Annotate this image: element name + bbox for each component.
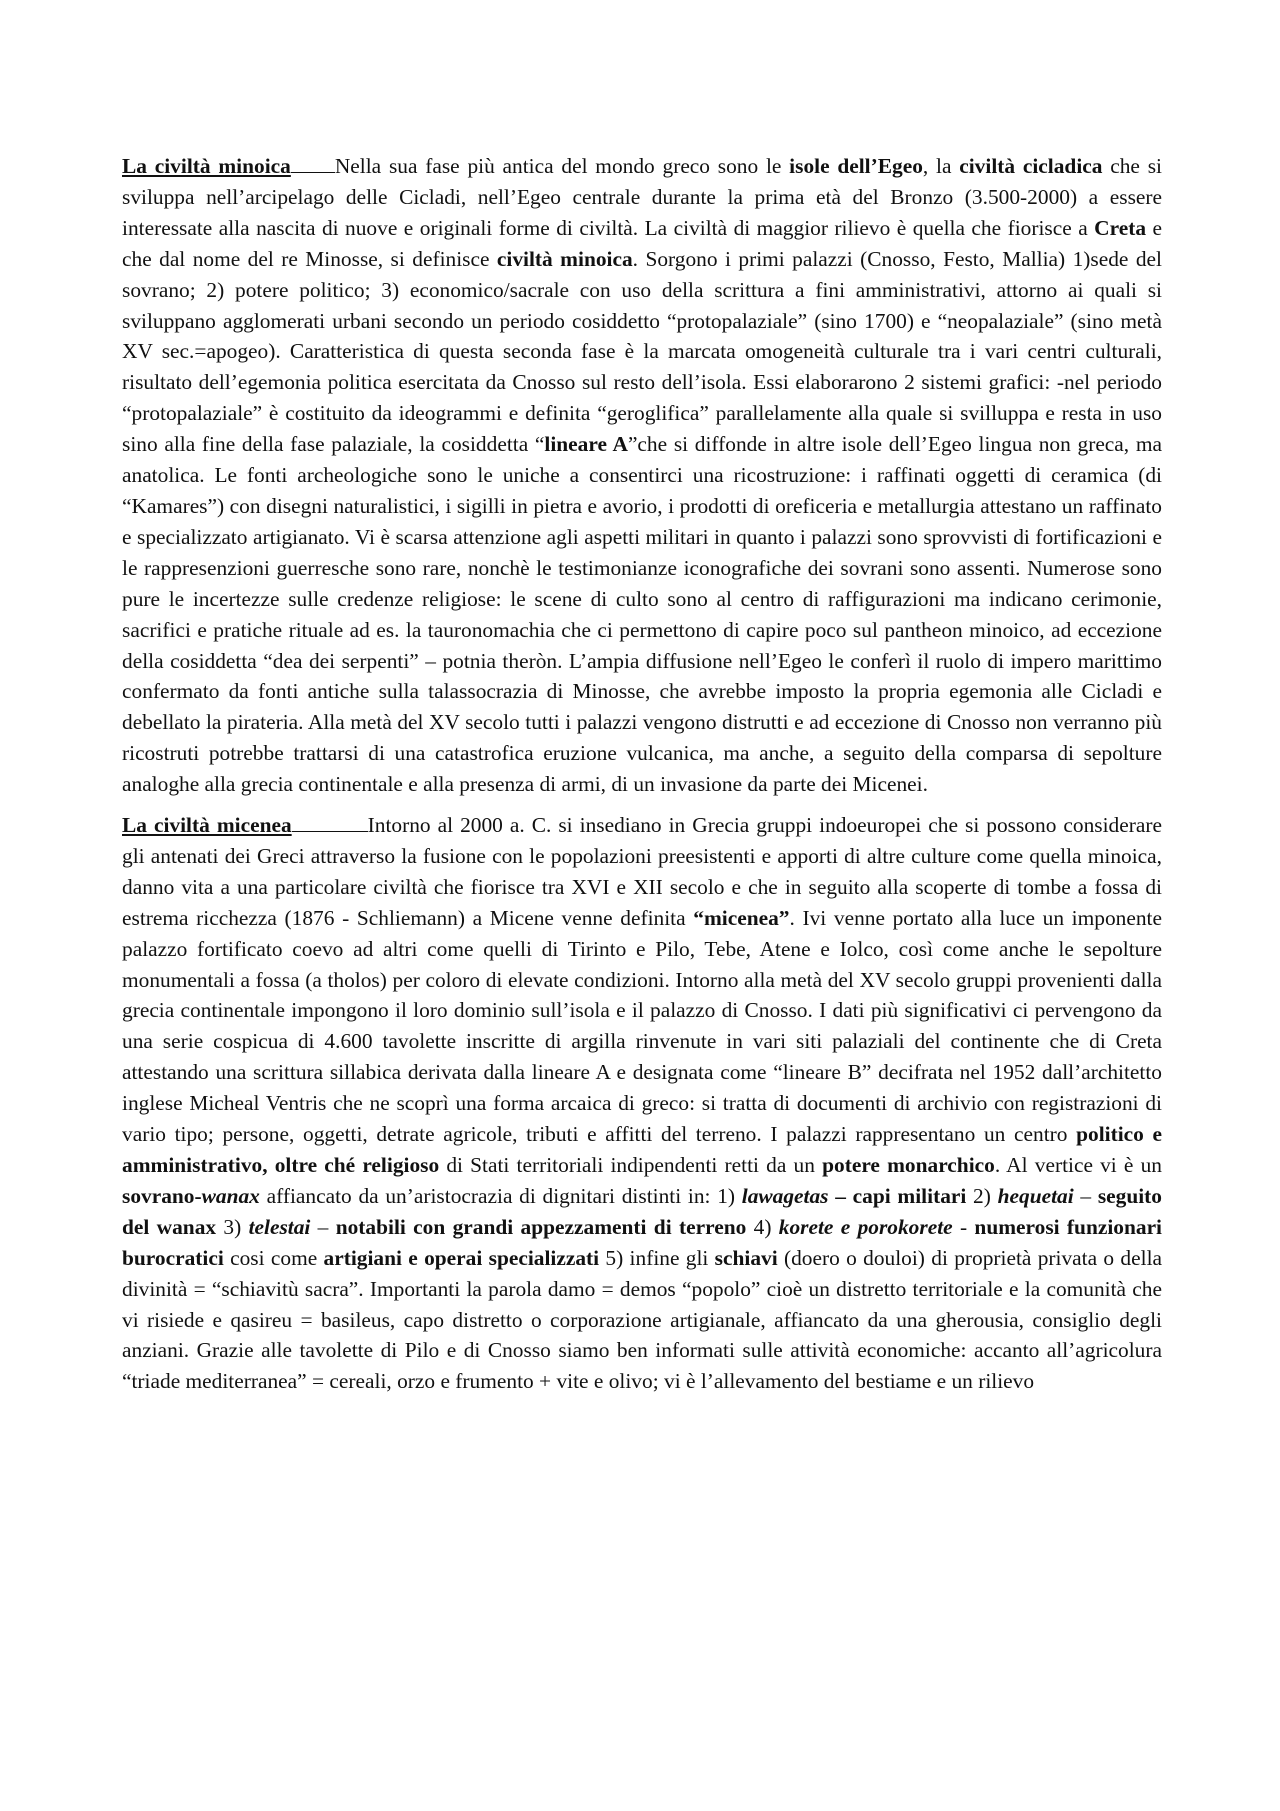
emphasized-text: schiavi xyxy=(714,1245,778,1270)
text-run: cosi come xyxy=(223,1245,324,1270)
text-run: 5) infine gli xyxy=(599,1245,715,1270)
text-run: – xyxy=(310,1214,336,1239)
text-run: 3) xyxy=(216,1214,249,1239)
section-title-micenea: La civiltà micenea xyxy=(122,813,292,838)
emphasized-text: lineare A xyxy=(544,432,628,457)
text-run: . Al vertice vi è un xyxy=(994,1153,1162,1177)
emphasized-text: lawagetas xyxy=(741,1183,829,1208)
emphasized-text: hequetai xyxy=(997,1183,1074,1208)
text-run: affiancato da un’aristocrazia di dignitari distinti in: 1) xyxy=(259,1183,742,1208)
emphasized-text: seguito del wanax xyxy=(122,1183,1163,1239)
emphasized-text: isole dell’Egeo xyxy=(789,154,923,178)
title-underline-rule xyxy=(291,154,335,173)
text-run: 2) xyxy=(966,1183,998,1208)
emphasized-text: Creta xyxy=(1094,215,1147,240)
emphasized-text: telestai xyxy=(248,1214,311,1239)
emphasized-text: notabili con grandi appezzamenti di terreno xyxy=(335,1214,747,1239)
section-title-minoica: La civiltà minoica xyxy=(122,154,291,178)
text-run: (doero o douloi) di proprietà privata o della divinità = “schiavitù sacra”. Importanti la parola damo = demos “popolo” cioè un distretto territoriale e la comunità che vi risiede e qasireu = basileus, capo distretto o corporazione artigianale, affiancato da una gherousia, consiglio degli anziani. Grazie alle tavolette di Pilo e di Cnosso siamo ben informati sulle attività economiche: accanto all’agricolura “triade mediterranea” = cereali, orzo e frumento + vite e olivo; vi è l’allevamento del bestiame e un rilievo xyxy=(122,1245,1163,1394)
emphasized-text: sovrano- xyxy=(122,1183,202,1208)
emphasized-text: politico e amministrativo, oltre ché religioso xyxy=(122,1122,1163,1177)
paragraph-body-minoica xyxy=(122,154,1162,796)
emphasized-text: “micenea” xyxy=(693,905,790,930)
text-run: - xyxy=(952,1214,975,1239)
paragraph-civilta-minoica xyxy=(122,151,1162,800)
emphasized-text: – capi militari xyxy=(828,1183,967,1208)
text-run: che si sviluppa nell’arcipelago delle Cicladi, nell’Egeo centrale durante la prima età del Bronzo (3.500-2000) a essere interessate alla nascita di nuove e originali forme di civiltà. La civiltà di maggior rilievo è quella che fiorisce a xyxy=(122,154,1162,240)
document-body xyxy=(122,151,1162,1407)
paragraph-body-micenea xyxy=(122,813,1162,1393)
text-run: . Sorgono i primi palazzi (Cnosso, Festo, Mallia) 1)sede del sovrano; 2) potere politico; 3) economico/sacrale con uso della scrittura a fini amministrativi, attorno ai quali si sviluppano agglomerati urbani secondo un periodo cosiddetto “protopalaziale” (sino 1700) e “neopalaziale” (sino metà XV sec.=apogeo). Caratteristica di questa seconda fase è la marcata omogeneità culturale tra i vari centri culturali, risultato dell’egemonia politica esercitata da Cnosso sul resto dell’isola. Essi elaborarono 2 sistemi grafici: -nel periodo “protopalaziale” è costituito da ideogrammi e definita “geroglifica” parallelamente alla quale si svilluppa e resta in uso sino alla fine della fase palaziale, la cosiddetta “ xyxy=(122,246,1162,457)
emphasized-text: civiltà minoica xyxy=(496,246,633,271)
text-run: ”che si diffonde in altre isole dell’Egeo lingua non greca, ma anatolica. Le fonti archeologiche sono le uniche a consentirci una ricostruzione: i raffinati oggetti di ceramica (di “Kamares”) con disegni naturalistici, i sigilli in pietra e avorio, i prodotti di oreficeria e metallurgia attestano un raffinato e specializzato artigianato. Vi è scarsa attenzione agli aspetti militari in quanto i palazzi sono sprovvisti di fortificazioni e le rappresenzioni guerresche sono rare, nonchè le testimonianze iconografiche dei sovrani sono assenti. Numerose sono pure le incertezze sulle credenze religiose: le scene di culto sono al centro di raffigurazioni ma indicano cerimonie, sacrifici e pratiche rituale ad es. la tauronomachia che ci permettono di capire poco sul pantheon minoico, ad eccezione della cosiddetta “dea dei serpenti” – potnia theròn. L’ampia diffusione nell’Egeo le conferì il ruolo di impero marittimo confermato da fonti antiche sulla talassocrazia di Minosse, che avrebbe imposto la propria egemonia alle Cicladi e debellato la pirateria. Alla metà del XV secolo tutti i palazzi vengono distrutti e ad eccezione di Cnosso non verranno più ricostruti potrebbe trattarsi di una catastrofica eruzione vulcanica, ma anche, a seguito della comparsa di sepolture analoghe alla grecia continentale e alla presenza di armi, di un invasione da parte dei Micenei. xyxy=(122,432,1162,797)
emphasized-text: numerosi funzionari burocratici xyxy=(122,1214,1163,1270)
text-run: Intorno al 2000 a. C. si insediano in Grecia gruppi indoeuropei che si possono considerare gli antenati dei Greci attraverso la fusione con le popolazioni preesistenti e apporti di altre culture come quella minoica, danno vita a una particolare civiltà che fiorisce tra XVI e XII secolo e che in seguito alla scoperte di tombe a fossa di estrema ricchezza (1876 - Schliemann) a Micene venne definita xyxy=(122,813,1162,930)
paragraph-civilta-micenea xyxy=(122,810,1162,1397)
text-run: – xyxy=(1073,1183,1098,1208)
text-run: , la xyxy=(922,154,960,178)
emphasized-text: civiltà cicladica xyxy=(959,154,1103,178)
text-run: e che dal nome del re Minosse, si definisce xyxy=(122,215,1162,271)
text-run: 4) xyxy=(746,1214,779,1239)
text-run: . Ivi venne portato alla luce un imponente palazzo fortificato coevo ad altri come quelli di Tirinto e Pilo, Tebe, Atene e Iolco, così come anche le sepolture monumentali a fossa (a tholos) per coloro di elevate condizioni. Intorno alla metà del XV secolo gruppi provenienti dalla grecia continentale impongono il loro dominio sull’isola e il palazzo di Cnosso. I dati più significativi ci pervengono da una serie cospicua di 4.600 tavolette inscritte di argilla rinvenute in vari siti palaziali del continente che di Creta attestando una scrittura sillabica derivata dalla lineare A e designata come “lineare B” decifrata nel 1952 dall’architetto inglese Micheal Ventris che ne scoprì una forma arcaica di greco: si tratta di documenti di archivio con registrazioni di vario tipo; persone, oggetti, detrate agricole, tributi e affitti del terreno. I palazzi rappresentano un centro xyxy=(122,905,1162,1147)
emphasized-text: potere monarchico xyxy=(822,1153,995,1177)
text-run: di Stati territoriali indipendenti retti da un xyxy=(439,1153,823,1177)
emphasized-text: wanax xyxy=(201,1183,260,1208)
text-run: Nella sua fase più antica del mondo greco sono le xyxy=(334,154,790,178)
emphasized-text: artigiani e operai specializzati xyxy=(323,1245,600,1270)
emphasized-text: korete e porokorete xyxy=(778,1214,953,1239)
title-underline-rule xyxy=(292,813,368,832)
